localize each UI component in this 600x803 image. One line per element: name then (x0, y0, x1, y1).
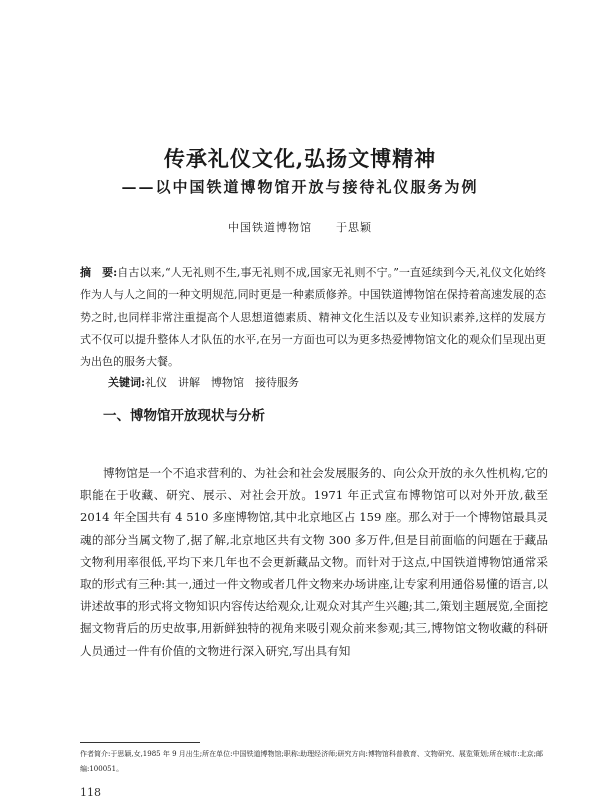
section-heading: 一、博物馆开放现状与分析 (103, 408, 265, 424)
footnote-divider (80, 742, 200, 743)
body-paragraph: 博物馆是一个不追求营利的、为社会和社会发展服务的、向公众开放的永久性机构,它的职能在于收藏、研究、展示、对社会开放。1971 年正式宣布博物馆可以对外开放,截至 2014 年全国共有 4 510 多座博物馆,其中北京地区占 159 座。那么对于一个博物馆最具灵魂的部分当属文物了,据了解,北京地区共有文物 300 多万件,但是目前面临的问题在于藏品文物利用率很低,平均下来几年也不会更新藏品文物。而针对于这点,中国铁道博物馆通常采取的形式有三种:其一,通过一件文物或者几件文物来办场讲座,让专家利用通俗易懂的语言,以讲述故事的形式将文物知识内容传达给观众,让观众对其产生兴趣;其二,策划主题展览,全面挖掘文物背后的历史故事,用新鲜独特的视角来吸引观众前来参观;其三,博物馆文物收藏的科研人员通过一件有价值的文物进行深入研究,写出具有知 (80, 466, 548, 658)
abstract-label: 摘 要: (80, 266, 118, 279)
author-affiliation: 中国铁道博物馆 于思颖 (228, 221, 372, 234)
keywords-text: 礼仪 讲解 博物馆 接待服务 (145, 376, 300, 389)
article-title: 传承礼仪文化,弘扬文博精神 (163, 146, 437, 171)
keywords-label: 关键词: (108, 376, 146, 389)
page-number: 118 (80, 786, 101, 799)
author-footnote: 作者简介:于思颖,女,1985 年 9 月出生;所在单位:中国铁道博物馆;职称:助理经济师;研究方向:博物馆科普教育、文物研究、展览策划;所在城市:北京;邮编:100051。 (80, 750, 543, 773)
keywords (108, 374, 548, 392)
article-subtitle: ——以中国铁道博物馆开放与接待礼仪服务为例 (121, 178, 479, 196)
abstract (80, 262, 546, 373)
abstract-text: 自古以来,“人无礼则不生,事无礼则不成,国家无礼则不宁。”一直延续到今天,礼仪文化始终作为人与人之间的一种文明规范,同时更是一种素质修养。中国铁道博物馆在保持着高速发展的态势之时,也同样非常注重提高个人思想道德素质、精神文化生活以及专业知识素养,这样的发展方式不仅可以提升整体人才队伍的水平,在另一方面也可以为更多热爱博物馆文化的观众们呈现出更为出色的服务大餐。 (80, 266, 547, 369)
